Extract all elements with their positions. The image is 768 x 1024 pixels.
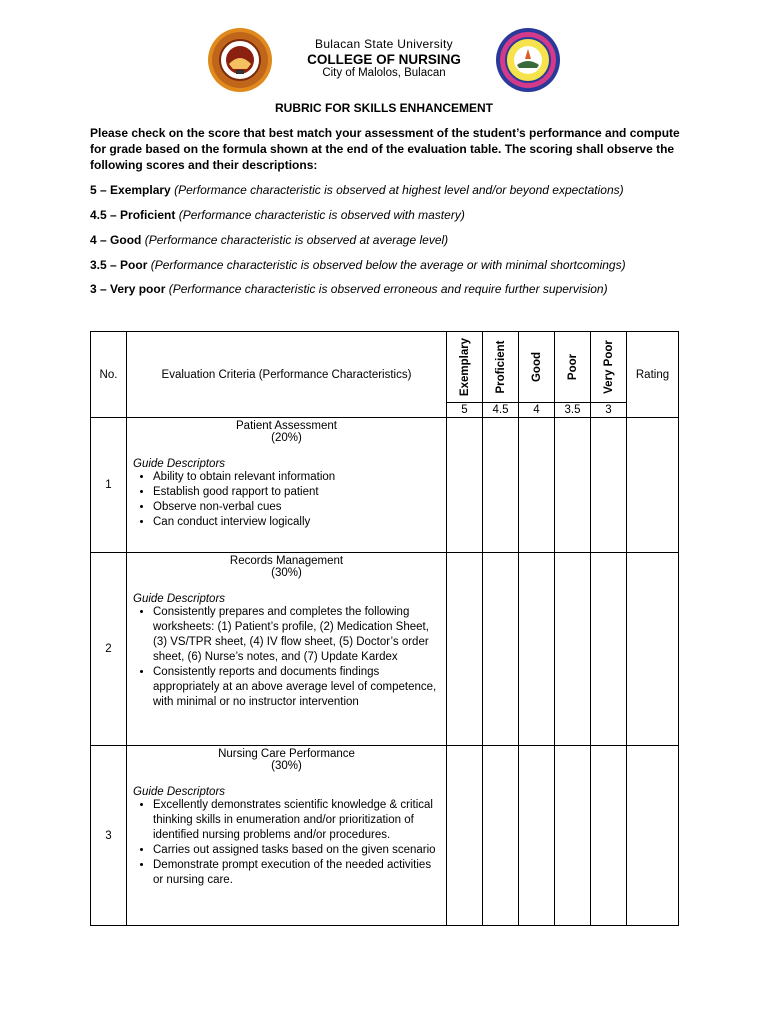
table-row <box>91 746 679 926</box>
score-checkbox-cell[interactable] <box>591 418 627 553</box>
descriptor-item: • Carries out assigned tasks based on the given scenario <box>153 843 440 858</box>
descriptor-item: • Can conduct interview logically <box>153 515 440 530</box>
scale-score-label: 4.5 <box>90 208 107 222</box>
scale-level-name: Proficient <box>120 208 176 222</box>
score-checkbox-cell[interactable] <box>591 553 627 746</box>
scale-description: (Performance characteristic is observed with mastery) <box>178 208 465 222</box>
descriptor-item: • Observe non-verbal cues <box>153 500 440 515</box>
table-header-row <box>91 332 679 403</box>
criteria-cell <box>127 553 447 746</box>
descriptor-item: • Consistently prepares and completes the following worksheets: (1) Patient’s profile, (2) Medication Sheet, (3) VS/TPR sheet, (4) IV flow sheet, (5) Doctor’s order sheet, (6) Nurse’s notes, and (7) Update Kardex <box>153 605 440 665</box>
header-level: Proficient <box>483 332 519 403</box>
scale-score-label: 4 <box>90 233 97 247</box>
scale-separator: – <box>96 183 111 197</box>
score-checkbox-cell[interactable] <box>555 746 591 926</box>
scale-level-name: Good <box>110 233 142 247</box>
scale-separator: – <box>96 282 111 296</box>
row-number: 3 <box>91 746 127 926</box>
city-name: City of Malolos, Bulacan <box>322 67 446 80</box>
level-score: 3 <box>591 403 627 418</box>
descriptor-list <box>133 470 440 530</box>
criteria-cell <box>127 746 447 926</box>
score-checkbox-cell[interactable] <box>483 746 519 926</box>
scale-separator: – <box>106 208 121 222</box>
score-checkbox-cell[interactable] <box>483 418 519 553</box>
header-level: Very Poor <box>591 332 627 403</box>
scale-item <box>90 233 690 247</box>
header-no: No. <box>91 332 127 418</box>
level-score: 4 <box>519 403 555 418</box>
institution-block <box>284 38 484 81</box>
header-level: Poor <box>555 332 591 403</box>
guide-descriptors-label: Guide Descriptors <box>133 458 226 470</box>
score-checkbox-cell[interactable] <box>519 553 555 746</box>
score-checkbox-cell[interactable] <box>447 418 483 553</box>
table-row <box>91 418 679 553</box>
table-row <box>91 553 679 746</box>
scale-description: (Performance characteristic is observed erroneous and require further supervision) <box>168 282 608 296</box>
scale-description: (Performance characteristic is observed at average level) <box>144 233 449 247</box>
descriptor-list <box>133 798 440 888</box>
descriptor-item: • Establish good rapport to patient <box>153 485 440 500</box>
scale-level-name: Very poor <box>110 282 166 296</box>
scale-item <box>90 208 690 222</box>
university-seal-logo <box>207 27 273 93</box>
document-title: RUBRIC FOR SKILLS ENHANCEMENT <box>275 101 493 115</box>
college-name: COLLEGE OF NURSING <box>307 51 461 67</box>
scale-score-label: 3 <box>90 282 97 296</box>
score-checkbox-cell[interactable] <box>555 553 591 746</box>
letterhead <box>0 0 768 96</box>
score-checkbox-cell[interactable] <box>591 746 627 926</box>
descriptor-item: • Excellently demonstrates scientific knowledge & critical thinking skills in enumeration and/or prioritization of identified nursing problems and/or procedures. <box>153 798 440 843</box>
header-criteria: Evaluation Criteria (Performance Characteristics) <box>127 332 447 418</box>
scale-score-label: 5 <box>90 183 97 197</box>
score-checkbox-cell[interactable] <box>519 418 555 553</box>
university-name: Bulacan State University <box>315 37 453 51</box>
scale-level-name: Exemplary <box>110 183 171 197</box>
descriptor-list <box>133 605 440 710</box>
criterion-title: Records Management <box>229 555 344 567</box>
scale-item <box>90 183 690 197</box>
instructions-paragraph: Please check on the score that best match your assessment of the student’s performance and compute for grade based on the formula shown at the end of the evaluation table. The scoring shall observe the following scores and their descriptions: <box>90 126 680 172</box>
criterion-title: Nursing Care Performance <box>218 748 355 760</box>
scale-level-name: Poor <box>120 258 148 272</box>
guide-descriptors-label: Guide Descriptors <box>133 593 226 605</box>
college-seal-logo <box>495 27 561 93</box>
rating-cell[interactable] <box>627 418 679 553</box>
scale-description: (Performance characteristic is observed below the average or with minimal shortcomings) <box>150 258 626 272</box>
row-number: 1 <box>91 418 127 553</box>
criteria-cell <box>127 418 447 553</box>
scale-score-label: 3.5 <box>90 258 107 272</box>
criterion-weight: (30%) <box>271 567 302 579</box>
level-score: 5 <box>447 403 483 418</box>
criterion-weight: (20%) <box>271 432 302 444</box>
level-score: 4.5 <box>483 403 519 418</box>
rating-cell[interactable] <box>627 553 679 746</box>
score-checkbox-cell[interactable] <box>519 746 555 926</box>
descriptor-item: • Demonstrate prompt execution of the needed activities or nursing care. <box>153 858 440 888</box>
score-checkbox-cell[interactable] <box>447 553 483 746</box>
evaluation-table <box>90 331 679 926</box>
scale-item <box>90 282 690 296</box>
scale-separator: – <box>106 258 121 272</box>
scale-item <box>90 258 690 272</box>
descriptor-item: • Consistently reports and documents findings appropriately at an above average level of competence, with minimal or no instructor intervention <box>153 665 440 710</box>
score-checkbox-cell[interactable] <box>555 418 591 553</box>
rating-cell[interactable] <box>627 746 679 926</box>
level-score: 3.5 <box>555 403 591 418</box>
header-rating: Rating <box>627 332 679 418</box>
score-checkbox-cell[interactable] <box>483 553 519 746</box>
scale-description: (Performance characteristic is observed at highest level and/or beyond expectations) <box>174 183 624 197</box>
descriptor-item: • Ability to obtain relevant information <box>153 470 440 485</box>
scale-separator: – <box>96 233 111 247</box>
criterion-title: Patient Assessment <box>236 420 337 432</box>
guide-descriptors-label: Guide Descriptors <box>133 786 226 798</box>
criterion-weight: (30%) <box>271 760 302 772</box>
row-number: 2 <box>91 553 127 746</box>
score-checkbox-cell[interactable] <box>447 746 483 926</box>
header-level: Good <box>519 332 555 403</box>
header-level: Exemplary <box>447 332 483 403</box>
